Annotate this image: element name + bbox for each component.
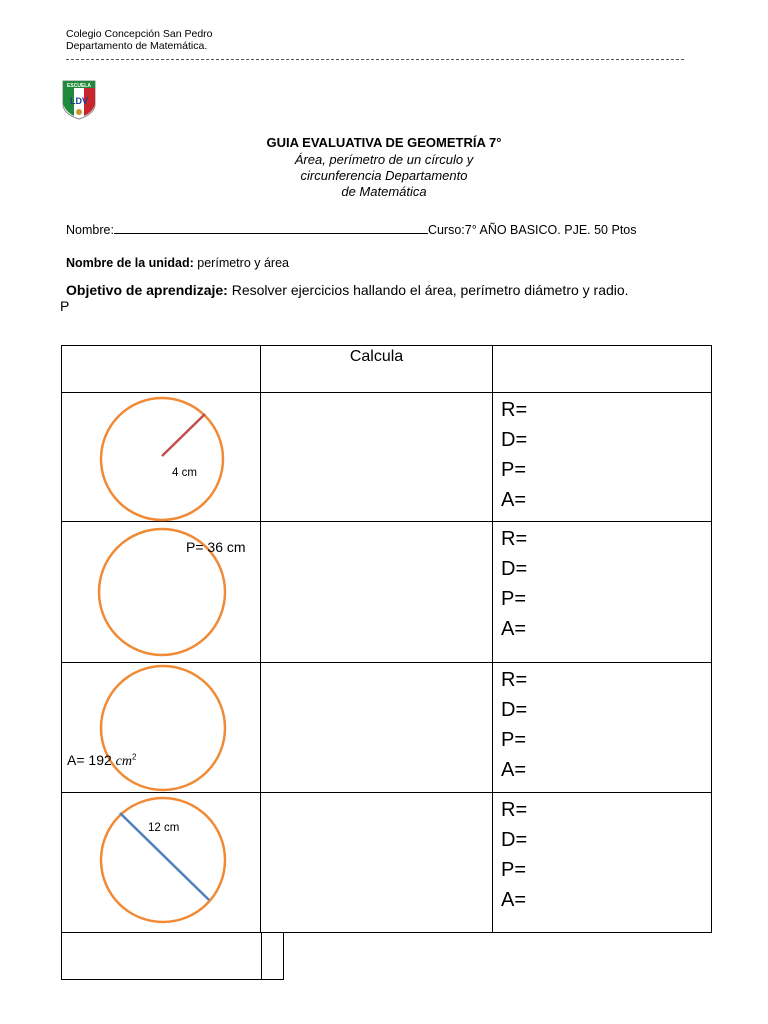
- unit-value: perímetro y área: [197, 256, 289, 270]
- header-cell-calcula: [261, 346, 493, 393]
- answer-a: A=: [501, 489, 527, 511]
- circle-shape: [101, 398, 223, 520]
- table-row: [62, 663, 712, 793]
- answer-labels: [501, 665, 527, 785]
- answer-d: D=: [501, 429, 528, 451]
- table-row: [62, 393, 712, 522]
- answer-d: D=: [501, 699, 528, 721]
- school-shield-logo: [62, 80, 96, 120]
- subtitle-line-2: circunferencia Departamento: [300, 168, 468, 183]
- calc-cell[interactable]: [261, 393, 493, 522]
- calc-cell[interactable]: [261, 663, 493, 793]
- header-cell-figure: [62, 346, 261, 393]
- course-info: Curso:7° AÑO BASICO. PJE. 50 Ptos: [427, 223, 637, 237]
- answer-d: D=: [501, 558, 528, 580]
- answer-cell[interactable]: [493, 793, 712, 933]
- answer-r: R=: [501, 528, 528, 550]
- school-name: Colegio Concepción San Pedro: [66, 28, 213, 40]
- radius-line: [162, 414, 205, 456]
- objective-value: Resolver ejercicios hallando el área, perímetro diámetro y radio.: [231, 282, 629, 298]
- circle-area-figure: [62, 663, 260, 793]
- figure-cell: [62, 522, 261, 663]
- circle-diameter-figure: [62, 793, 260, 933]
- header-cell-answers: [493, 346, 712, 393]
- subtitle-line-1: Área, perímetro de un círculo y: [294, 152, 474, 167]
- radius-label: 4 cm: [172, 467, 197, 479]
- objective-line: [66, 282, 629, 298]
- figure-cell: [62, 393, 261, 522]
- footer-divider: [261, 932, 262, 979]
- answer-cell[interactable]: [493, 663, 712, 793]
- figure-cell: [62, 663, 261, 793]
- answer-labels: [501, 395, 527, 515]
- calcula-heading: Calcula: [349, 348, 404, 365]
- answer-cell[interactable]: [493, 522, 712, 663]
- calc-cell[interactable]: [261, 793, 493, 933]
- name-blank[interactable]: [114, 223, 428, 234]
- unit-line: [66, 256, 289, 270]
- name-label: Nombre:: [66, 223, 114, 237]
- stray-letter: P: [60, 298, 70, 314]
- name-course-line: [66, 223, 637, 237]
- answer-a: A=: [501, 889, 527, 911]
- svg-text:LDV: LDV: [70, 96, 88, 106]
- answer-a: A=: [501, 618, 527, 640]
- objective-label: Objetivo de aprendizaje:: [66, 282, 228, 298]
- exercise-table: [61, 345, 712, 933]
- circle-shape: [101, 666, 225, 790]
- school-header: [66, 28, 213, 52]
- subtitle-line-3: de Matemática: [341, 184, 427, 199]
- page-title: GUIA EVALUATIVA DE GEOMETRÍA 7°: [266, 135, 502, 150]
- area-value: A= 192: [67, 752, 112, 768]
- answer-r: R=: [501, 799, 528, 821]
- answer-d: D=: [501, 829, 528, 851]
- answer-p: P=: [501, 459, 527, 481]
- calc-cell[interactable]: [261, 522, 493, 663]
- department-name: Departamento de Matemática.: [66, 40, 208, 52]
- table-row: [62, 793, 712, 933]
- answer-r: R=: [501, 669, 528, 691]
- table-row: [62, 522, 712, 663]
- area-label: [67, 752, 136, 770]
- area-unit: cm: [115, 754, 132, 769]
- svg-text:ESCUELA: ESCUELA: [67, 83, 91, 89]
- header-divider: [66, 59, 684, 60]
- figure-cell: [62, 793, 261, 933]
- answer-p: P=: [501, 729, 527, 751]
- answer-labels: [501, 524, 527, 644]
- answer-r: R=: [501, 399, 528, 421]
- area-exponent: 2: [131, 752, 137, 762]
- page-subtitle: [0, 152, 768, 200]
- table-header-row: [62, 346, 712, 393]
- diameter-label: 12 cm: [148, 822, 180, 834]
- answer-a: A=: [501, 759, 527, 781]
- answer-cell[interactable]: [493, 393, 712, 522]
- perimeter-label: P= 36 cm: [186, 539, 246, 555]
- answer-p: P=: [501, 588, 527, 610]
- answer-p: P=: [501, 859, 527, 881]
- circle-radius-figure: [62, 393, 260, 522]
- unit-label: Nombre de la unidad:: [66, 256, 194, 270]
- answer-labels: [501, 795, 527, 915]
- table-footer-cells: [61, 932, 284, 980]
- circle-shape: [101, 798, 225, 922]
